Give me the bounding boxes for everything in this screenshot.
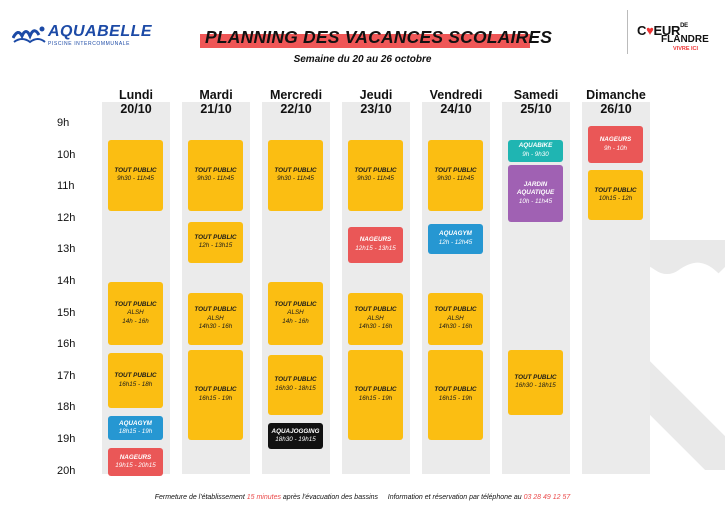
event-detail: 18h15 - 19h [118, 428, 153, 436]
event-detail: 14h - 16h [122, 317, 149, 325]
day-name: Samedi [513, 88, 559, 102]
event-title: TOUT PUBLIC [354, 306, 397, 314]
event-block [508, 140, 563, 162]
event-title: TOUT PUBLIC [114, 300, 157, 308]
hour-label: 9h [57, 117, 70, 129]
coeur-de-flandre-logo [627, 10, 722, 58]
event-detail: 19h15 - 20h15 [115, 462, 156, 470]
event-detail: 12h - 13h15 [198, 242, 233, 250]
event-title: TOUT PUBLIC [514, 373, 557, 381]
event-detail: 16h15 - 19h [438, 394, 473, 402]
day-name: Vendredi [429, 88, 483, 102]
event-block [188, 222, 243, 263]
event-block [588, 170, 643, 221]
event-title: TOUT PUBLIC [434, 306, 477, 314]
event-block [588, 126, 643, 164]
event-title: TOUT PUBLIC [194, 166, 237, 174]
event-detail: 16h15 - 19h [358, 394, 393, 402]
event-block [108, 448, 163, 476]
day-date: 25/10 [520, 102, 552, 116]
event-title: TOUT PUBLIC [434, 166, 477, 174]
event-block [428, 350, 483, 440]
hour-label: 12h [57, 211, 76, 224]
hour-label: 11h [57, 180, 75, 193]
day-date: 24/10 [440, 102, 472, 116]
event-block [428, 140, 483, 211]
event-block [268, 423, 323, 450]
event-detail: 10h - 11h45 [518, 197, 553, 205]
hour-label: 19h [57, 433, 76, 445]
event-detail: 16h15 - 19h [198, 394, 233, 402]
event-title: TOUT PUBLIC [354, 386, 397, 394]
event-block [188, 140, 243, 211]
event-title: NAGEURS [599, 136, 632, 144]
event-title: TOUT PUBLIC [274, 300, 317, 308]
event-detail: 14h30 - 16h [198, 323, 233, 331]
hour-label: 10h [57, 148, 76, 161]
event-detail: ALSH [127, 309, 144, 317]
event-title: NAGEURS [359, 236, 392, 244]
day-name: Mercredi [269, 88, 323, 102]
hour-label: 20h [57, 464, 76, 477]
event-title: TOUT PUBLIC [354, 166, 397, 174]
partner-line2: FLANDRE [661, 34, 709, 45]
event-detail: 9h30 - 11h45 [277, 175, 314, 183]
footer-note: Fermeture de l'établissement 15 minutes après l'évacuation des bassins Information et réservation par téléphone au 03 28 49 12 57 [154, 494, 571, 501]
hour-label: 15h [57, 306, 76, 319]
event-block [508, 350, 563, 415]
partner-line1: $C♥EUR^{DE}$ [637, 23, 688, 38]
event-detail: 16h30 - 18h15 [515, 382, 556, 390]
hour-label: 16h [57, 338, 76, 351]
day-name: Mardi [199, 88, 233, 102]
page-subtitle: Semaine du 20 au 26 octobre [293, 54, 432, 65]
event-block [428, 293, 483, 345]
event-title: TOUT PUBLIC [114, 372, 157, 380]
event-block [348, 227, 403, 263]
event-block [268, 355, 323, 415]
event-title: TOUT PUBLIC [194, 386, 237, 394]
event-title: AQUAGYM [439, 230, 472, 238]
hour-label: 14h [57, 275, 76, 287]
aquabelle-logo [12, 20, 153, 50]
event-detail: ALSH [287, 309, 304, 317]
event-block [348, 350, 403, 440]
event-title: AQUAJOGGING [271, 427, 320, 435]
event-detail: 9h30 - 11h45 [437, 175, 474, 183]
day-date: 22/10 [280, 102, 312, 116]
event-title: TOUT PUBLIC [594, 186, 637, 194]
day-name: Jeudi [359, 88, 393, 102]
event-detail: 16h15 - 18h [118, 380, 153, 388]
event-block [428, 224, 483, 254]
event-block [348, 293, 403, 345]
day-date: 21/10 [200, 102, 232, 116]
logo-divider [627, 10, 628, 54]
event-detail: ALSH [447, 314, 464, 322]
event-detail: ALSH [367, 314, 384, 322]
event-detail: 14h30 - 16h [438, 323, 473, 331]
day-date: 20/10 [120, 102, 152, 116]
event-detail: 9h30 - 11h45 [117, 175, 154, 183]
event-detail: ALSH [207, 314, 224, 322]
event-detail: 9h - 10h [603, 144, 628, 152]
event-title: TOUT PUBLIC [194, 233, 237, 241]
event-detail: 10h15 - 12h [598, 195, 633, 203]
event-detail: 9h30 - 11h45 [197, 175, 234, 183]
event-detail: 16h30 - 18h15 [275, 384, 316, 392]
event-block [108, 140, 163, 211]
event-title: AQUABIKE [518, 142, 553, 150]
day-name: Dimanche [586, 88, 646, 102]
event-block [108, 353, 163, 408]
event-detail: 18h30 - 19h15 [275, 436, 316, 444]
event-title: TOUT PUBLIC [114, 166, 157, 174]
hour-label: 13h [57, 243, 76, 256]
event-block [268, 282, 323, 345]
event-detail: 9h30 - 11h45 [357, 175, 394, 183]
brand-tagline: PISCINE INTERCOMMUNALE [48, 41, 131, 47]
event-title: TOUT PUBLIC [194, 306, 237, 314]
event-block [108, 416, 163, 440]
phone-number: 03 28 49 12 57 [523, 494, 571, 501]
event-title: JARDIN AQUATIQUE [516, 180, 555, 197]
page-title: PLANNING DES VACANCES SCOLAIRES [205, 27, 553, 47]
day-date: 23/10 [360, 102, 392, 116]
event-detail: 9h - 9h30 [522, 150, 549, 158]
day-date: 26/10 [600, 102, 632, 116]
event-title: TOUT PUBLIC [274, 166, 317, 174]
hour-label: 18h [57, 401, 76, 414]
event-block [188, 293, 243, 345]
event-title: TOUT PUBLIC [274, 376, 317, 384]
event-block [268, 140, 323, 211]
brand-name: AQUABELLE [48, 23, 153, 40]
day-name: Lundi [118, 88, 153, 102]
event-block [508, 165, 563, 222]
event-title: AQUAGYM [119, 419, 152, 427]
event-title: TOUT PUBLIC [434, 386, 477, 394]
event-detail: 12h15 - 13h15 [355, 244, 396, 252]
event-block [108, 282, 163, 345]
wave-icon [12, 24, 46, 44]
event-detail: 14h - 16h [282, 317, 309, 325]
hour-label: 17h [57, 369, 76, 382]
heart-icon: ♥ [646, 23, 654, 38]
event-title: NAGEURS [119, 453, 152, 461]
event-block [188, 350, 243, 440]
partner-line3: VIVRE ICI [673, 46, 699, 52]
event-detail: 14h30 - 16h [358, 323, 393, 331]
event-detail: 12h - 12h45 [438, 238, 473, 246]
event-block [348, 140, 403, 211]
